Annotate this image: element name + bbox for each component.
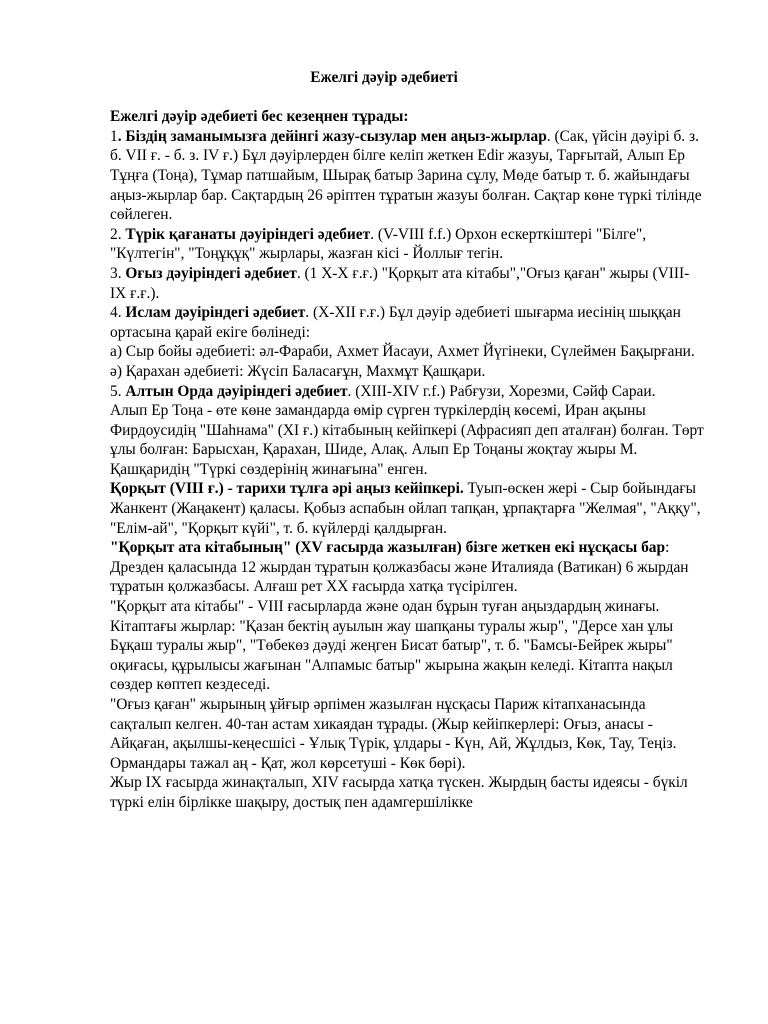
period-5-heading: Алтын Орда дәуіріндегі әдебиет: [125, 382, 348, 400]
period-2-number: 2.: [110, 225, 126, 243]
period-1-number: 1: [110, 127, 118, 145]
last-paragraph: Жыр IX ғасырда жинақталып, XIV ғасырда хатқа түскен. Жырдың басты идеясы - бүкіл түркі елін бірлікке шақыру, достық пен адамгершілікке: [110, 774, 688, 811]
intro-line: [110, 107, 704, 127]
period-5: [110, 382, 704, 402]
alyp-er-tonga-paragraph: Алып Ер Тоңа - өте көне замандарда өмір сүрген түркілердің көсемі, Иран ақыны Фирдоусидің "Шаһнама" (ХІ ғ.) кітабының кейіпкері (Афрасияп деп аталған) болған. Төрт ұлы болған: Барысхан, Қарахан, Шиде, Алақ. Алып Ер Тоңаны жоқтау жыры М. Қашқаридің "Түркі сөздерінің жинағына" енген.: [110, 402, 704, 478]
korkyt-text: Туып-өскен жері - Сыр бойындағы Жанкент (Жаңакент) қаласы. Қобыз аспабын ойлап тапқан, ұрпақтарға "Желмая", "Аққу", "Елім-ай", "Қорқыт күйі", т. б. күйлерді қалдырған.: [110, 480, 701, 537]
oguz-kagan-paragraph: "Оғыз қаған" жырының ұйғыр әрпімен жазылған нұсқасы Париж кітапханасында сақталып келген. 40-тан астам хикаядан тұрады. (Жыр кейіпкерлері: Оғыз, анасы - Айқаған, ақылшы-кеңесшісі - Ұлық Түрік, ұлдары - Күн, Ай, Жұлдыз, Көк, Тау, Теңіз. Ормандары тажал аң - Қат, жол көрсетуші - Көк бөрі).: [110, 696, 677, 772]
document-title: Ежелгі дәуір әдебиеті: [310, 69, 458, 86]
korkyt-heading: Қорқыт (VIII ғ.) - тарихи тұлға әрі аңыз кейіпкері.: [110, 480, 464, 498]
intro-text: Ежелгі дәуір әдебиеті бес кезеңнен тұрады:: [110, 108, 409, 126]
period-1: [110, 127, 704, 225]
korkyt-book-heading: "Қорқыт ата кітабының" (XV ғасырда жазылған) бізге жеткен екі нұсқасы бар: [110, 539, 666, 557]
period-3-heading: Оғыз дәуіріндегі әдебиет: [125, 264, 297, 282]
korkyt-paragraph: [110, 479, 704, 538]
period-4-number: 4.: [110, 304, 126, 322]
period-5-text: . (ХIII-XIV г.f.) Рабғузи, Хорезми, Сәйф Сараи.: [347, 382, 656, 400]
period-4-sub-b: ә) Қарахан әдебиеті: Жүсіп Баласағұн, Махмұт Қашқари.: [110, 362, 486, 380]
period-1-heading: . Біздің заманымызға дейінгі жазу-сызулар мен аңыз-жырлар: [117, 127, 547, 145]
period-3: [110, 264, 704, 303]
korkyt-book-text: : Дрезден қаласында 12 жырдан тұратын қолжазбасы және Италияда (Ватикан) 6 жырдан тұратын қолжазбасы. Алғаш рет ХХ ғасырда хатқа түсірілген.: [110, 539, 689, 596]
period-4-text: . (Х-ХII ғ.ғ.) Бұл дәуір әдебиеті шығарма иесінің шыққан ортасына қарай екіге бөлінеді:: [110, 304, 681, 341]
korkyt-book-contents-paragraph: "Қорқыт ата кітабы" - VIII ғасырларда және одан бұрын туған аңыздардың жинағы. Кітаптағы жырлар: "Қазан бектің ауылын жау шапқаны туралы жыр", "Дерсе хан ұлы Бұқаш туралы жыр", "Төбекөз дәуді жеңген Бисат батыр", т. б. "Бамсы-Бейрек жыры" оқиғасы, құрылысы жағынан "Алпамыс батыр" жырына жақын келеді. Кітапта нақыл сөздер көптеп кездеседі.: [110, 598, 674, 694]
period-4-sub-a: а) Сыр бойы әдебиеті: әл-Фараби, Ахмет Йасауи, Ахмет Йүгінеки, Сүлеймен Бақырғани.: [110, 343, 695, 361]
korkyt-book-paragraph: [110, 538, 704, 597]
period-1-text: . (Сак, үйсін дәуірі б. з. б. VII ғ. - б. з. IV ғ.) Бұл дәуірлерден білге келіп жеткен Edir жазуы, Тарғытай, Алып Ер Тұңға (Тоңа), Тұмар патшайым, Шырақ батыр Зарина сұлу, Мөде батыр т. б. жайындағы аңыз-жырлар бар. Сақтардың 26 әріптен тұратын жазуы болған. Сақтар көне түркі тілінде сөйлеген.: [110, 127, 702, 224]
period-4-heading: Ислам дәуіріндегі әдебиет: [125, 304, 306, 322]
period-4: [110, 303, 704, 342]
period-5-number: 5.: [110, 382, 126, 400]
period-2-heading: Түрік қағанаты дәуіріндегі әдебиет: [125, 225, 371, 243]
period-2-text: . (V-VIII f.f.) Орхон ескерткіштері "Білге", "Күлтегін", "Тоңұқұқ" жырлары, жазған кісі - Йоллығ тегін.: [110, 225, 647, 263]
period-3-text: . (1 Х-Х ғ.ғ.) "Қорқыт ата кітабы","Оғыз қаған" жыры (VIII-IX ғ.ғ.).: [110, 264, 690, 302]
period-2: [110, 225, 704, 264]
period-3-number: 3.: [110, 264, 126, 282]
